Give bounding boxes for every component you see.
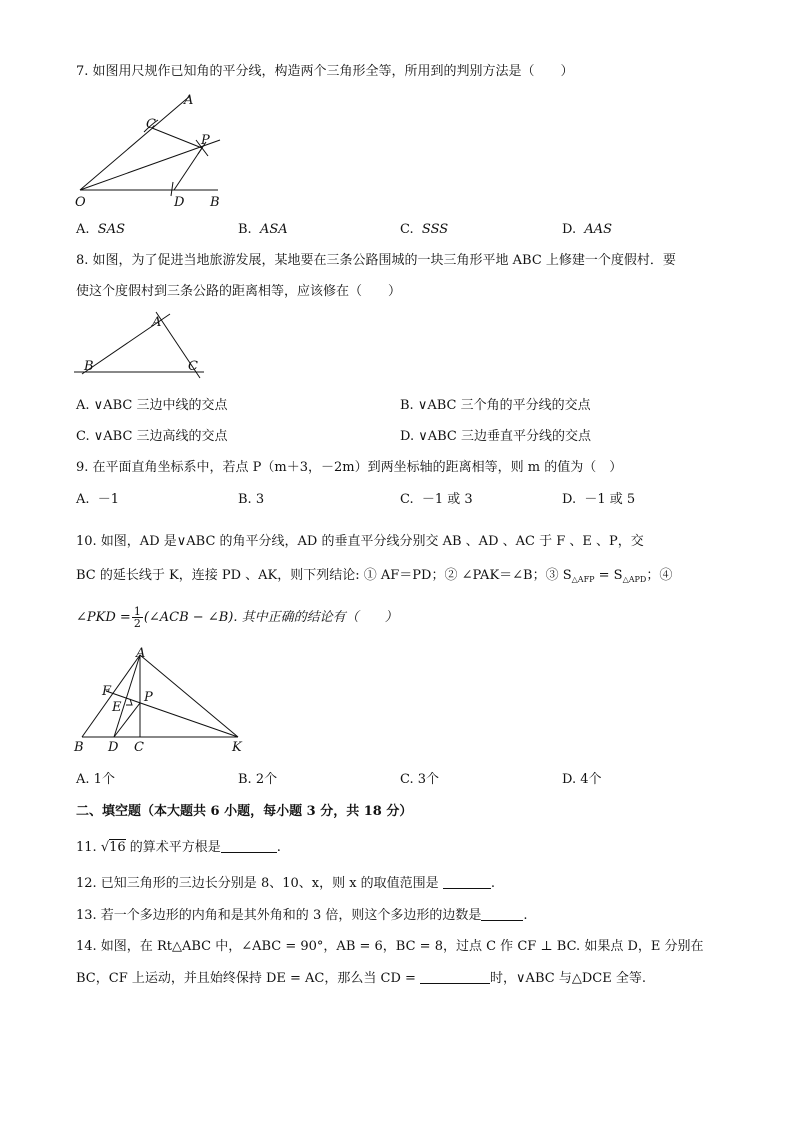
- q10-seg-ak: [140, 655, 238, 737]
- q7-option-d[interactable]: D. AAS: [562, 222, 613, 237]
- q10-label-b: B: [74, 740, 84, 755]
- q8-stem-line2: 使这个度假村到三条公路的距离相等，应该修在（ ）: [76, 284, 402, 299]
- q7-label-o: O: [75, 195, 86, 210]
- q7-option-c[interactable]: C. SSS: [400, 222, 449, 237]
- q8-label-a: A: [152, 315, 162, 330]
- q10-seg-ad: [114, 655, 140, 737]
- q8-stem-line1: 8. 如图，为了促进当地旅游发展，某地要在三条公路围城的一块三角形平地 ABC 上修建一个度假村．要: [76, 253, 676, 268]
- q7-figure: [70, 88, 230, 213]
- q7-seg-dp: [174, 148, 202, 190]
- q10-figure: [74, 645, 254, 755]
- q10-label-p: P: [144, 690, 153, 705]
- q8-label-c: C: [188, 359, 198, 374]
- q7-ray-oa: [80, 96, 190, 190]
- q9-stem: 9. 在平面直角坐标系中，若点 P（m＋3，－2m）到两坐标轴的距离相等，则 m 的值为（ ）: [76, 460, 623, 475]
- q10-option-a[interactable]: A. 1个: [76, 772, 115, 787]
- q7-seg-cp: [152, 128, 202, 148]
- q10-label-e: E: [112, 700, 122, 715]
- q8-option-a[interactable]: A. ∨ABC 三边中线的交点: [76, 398, 228, 413]
- q7-arc-d: [171, 182, 173, 196]
- q14-answer-blank[interactable]: [420, 970, 490, 984]
- q10-option-d[interactable]: D. 4个: [562, 772, 602, 787]
- sqrt-symbol: √: [100, 840, 110, 855]
- q10-label-f: F: [102, 684, 112, 699]
- section-title: 二、填空题（本大题共 6 小题，每小题 3 分，共 18 分）: [76, 804, 413, 819]
- q7-label-a: A: [184, 93, 194, 108]
- q10-label-d: D: [108, 740, 119, 755]
- q10-stem-line3: ∠PKD = $\frac{1}{2}$ (∠ACB − ∠B). 其中正确的结论有（ ）: [76, 605, 398, 630]
- q10-label-a: A: [136, 646, 146, 661]
- q11-answer-blank[interactable]: [221, 839, 277, 853]
- q8-option-c[interactable]: C. ∨ABC 三边高线的交点: [76, 429, 228, 444]
- q7-label-p: P: [201, 133, 210, 148]
- q10-stem-line2: BC 的延长线于 K，连接 PD 、AK，则下列结论: ① AF＝PD；② ∠PAK＝∠B；③ $S_{\triangle AFP} = S_{\triangle APD}$；④: [76, 568, 673, 584]
- q8-label-b: B: [84, 359, 94, 374]
- q7-label-b: B: [210, 195, 220, 210]
- q7-label-c: C: [146, 117, 156, 132]
- q9-option-c[interactable]: C. －1 或 3: [400, 492, 473, 507]
- q12-stem: 12. 已知三角形的三边长分别是 8、10、x，则 x 的取值范围是 .: [76, 876, 495, 891]
- q7-option-b[interactable]: B. ASA: [238, 222, 288, 237]
- q10-seg-fk: [106, 691, 238, 737]
- q7-label-d: D: [174, 195, 185, 210]
- q9-option-a[interactable]: A. －1: [76, 492, 120, 507]
- q10-stem-line1: 10. 如图，AD 是∨ABC 的角平分线，AD 的垂直平分线分别交 AB 、AD 、AC 于 F 、E 、P，交: [76, 534, 644, 549]
- q14-stem-line2: BC，CF 上运动，并且始终保持 DE = AC，那么当 CD = 时，∨ABC 与△DCE 全等.: [76, 971, 646, 986]
- q10-option-c[interactable]: C. 3个: [400, 772, 440, 787]
- q7-ray-op: [80, 140, 220, 190]
- q8-figure: [74, 310, 214, 380]
- q8-option-d[interactable]: D. ∨ABC 三边垂直平分线的交点: [400, 429, 592, 444]
- q9-option-b[interactable]: B. 3: [238, 492, 265, 507]
- q13-answer-blank[interactable]: [481, 907, 523, 921]
- fraction-half: $\frac{1}{2}$: [133, 605, 141, 630]
- q10-label-c: C: [134, 740, 144, 755]
- q10-label-k: K: [232, 740, 242, 755]
- q7-stem: 7. 如图用尺规作已知角的平分线，构造两个三角形全等，所用到的判别方法是（ ）: [76, 64, 574, 79]
- q11-stem: 11. √16 的算术平方根是 .: [76, 840, 281, 855]
- q10-option-b[interactable]: B. 2个: [238, 772, 278, 787]
- q7-option-a[interactable]: A. SAS: [76, 222, 125, 237]
- q9-option-d[interactable]: D. －1 或 5: [562, 492, 636, 507]
- q14-stem-line1: 14. 如图，在 Rt△ABC 中，∠ABC = 90°，AB = 6，BC = 8，过点 C 作 CF ⊥ BC. 如果点 D，E 分别在: [76, 939, 704, 954]
- q12-answer-blank[interactable]: [443, 875, 491, 889]
- q13-stem: 13. 若一个多边形的内角和是其外角和的 3 倍，则这个多边形的边数是 .: [76, 908, 528, 923]
- q8-option-b[interactable]: B. ∨ABC 三个角的平分线的交点: [400, 398, 591, 413]
